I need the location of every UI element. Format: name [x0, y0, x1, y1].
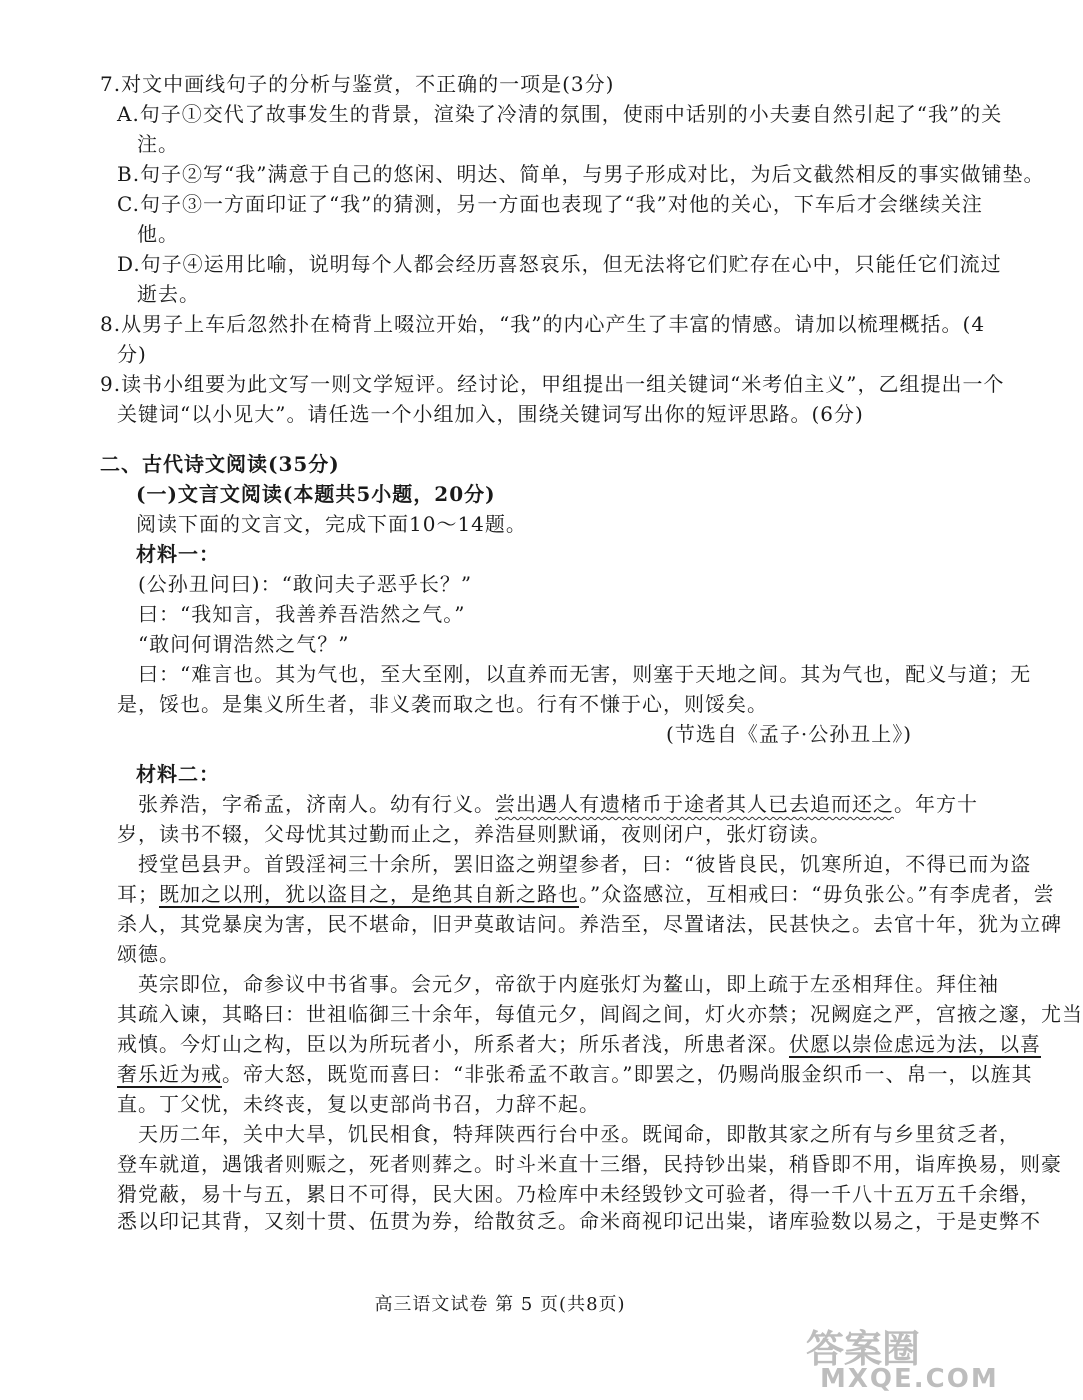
section2-subtitle: (一)文言文阅读(本题共5小题，20分) — [136, 482, 496, 506]
page-footer: 高三语文试卷 第 5 页(共8页) — [374, 1294, 626, 1315]
section2-title: 二、古代诗文阅读(35分) — [100, 452, 340, 476]
q8-line2: 分) — [117, 342, 147, 366]
q7-option-d-cont: 逝去。 — [137, 282, 200, 306]
underlined-sentence: 伏愿以崇俭虑远为法，以喜 — [789, 1032, 1041, 1056]
material1-line: (公孙丑问曰)：“敢问夫子恶乎长？” — [138, 572, 473, 596]
material2-line: 岁，读书不辍，父母忧其过勤而止之，养浩昼则默诵，夜则闭户，张灯窃读。 — [117, 822, 831, 846]
material2-line: 猾党蔽，易十与五，累日不可得，民大困。乃检库中未经毁钞文可验者，得一千八十五万五千余缗， — [117, 1182, 1041, 1206]
text: 。帝大怒，既览而喜曰：“非张希孟不敢言。”即罢之，仍赐尚服金织币一、帛一，以旌其 — [222, 1062, 1033, 1086]
q8-line1: 8.从男子上车后忽然扑在椅背上啜泣开始，“我”的内心产生了丰富的情感。请加以梳理概括。(4 — [100, 312, 986, 336]
text: 耳； — [117, 882, 159, 906]
q7-option-c-cont: 他。 — [137, 222, 179, 246]
q7-stem: 7.对文中画线句子的分析与鉴赏，不正确的一项是(3分) — [100, 72, 615, 96]
material2-label: 材料二： — [136, 762, 220, 786]
material1-source: (节选自《孟子·公孙丑上》) — [666, 722, 912, 746]
material1-line: 曰：“我知言，我善养吾浩然之气。” — [138, 602, 466, 626]
material1-line: 曰：“难言也。其为气也，至大至刚，以直养而无害，则塞于天地之间。其为气也，配义与道；无 — [138, 662, 1032, 686]
material2-line: 天历二年，关中大旱，饥民相食，特拜陕西行台中丞。既闻命，即散其家之所有与乡里贫乏者， — [138, 1122, 1020, 1146]
material2-line: 英宗即位，命参议中书省事。会元夕，帝欲于内庭张灯为鳌山，即上疏于左丞相拜住。拜住袖 — [138, 972, 999, 996]
material2-line: 授堂邑县尹。首毁淫祠三十余所，罢旧盗之朔望参者，曰：“彼皆良民，饥寒所迫，不得已而为盗 — [138, 852, 1032, 876]
q7-option-a-cont: 注。 — [137, 132, 179, 156]
text: 。年方十 — [894, 792, 978, 816]
material1-line: 是，馁也。是集义所生者，非义袭而取之也。行有不慊于心，则馁矣。 — [117, 692, 768, 716]
watermark-logo — [800, 1318, 999, 1398]
watermark-text-bottom: MXQE.COM — [820, 1364, 999, 1394]
material2-line: 杀人，其党暴戾为害，民不堪命，旧尹莫敢诘问。养浩至，尽置诸法，民甚快之。去官十年，犹为立碑 — [117, 912, 1062, 936]
material2-line: 登车就道，遇饿者则赈之，死者则葬之。时斗米直十三缗，民持钞出粜，稍昏即不用，诣库换易，则豪 — [117, 1152, 1062, 1176]
q7-option-a: A.句子①交代了故事发生的背景，渲染了冷清的氛围，使雨中话别的小夫妻自然引起了“我”的关 — [117, 102, 1003, 126]
text: 张养浩，字希孟，济南人。幼有行义。 — [138, 792, 495, 816]
material2-line: 悉以印记其背，又刻十贯、伍贯为券，给散贫乏。命米商视印记出粜，诸库验数以易之，于是吏弊不 — [117, 1209, 1041, 1233]
underlined-sentence: 既加之以刑，犹以盗目之，是绝其自新之路也 — [159, 882, 579, 906]
material2-line: 其疏入谏，其略曰：世祖临御三十余年，每值元夕，闾阎之间，灯火亦禁；况阙庭之严，宫掖之邃，尤当 — [117, 1002, 1083, 1026]
underlined-sentence: 奢乐近为戒 — [117, 1062, 222, 1086]
material1-label: 材料一： — [136, 542, 220, 566]
q7-option-d: D.句子④运用比喻，说明每个人都会经历喜怒哀乐，但无法将它们贮存在心中，只能任它们流过 — [117, 252, 1002, 276]
material1-line: “敢问何谓浩然之气？” — [138, 632, 350, 656]
q9-line1: 9.读书小组要为此文写一则文学短评。经讨论，甲组提出一组关键词“米考伯主义”，乙组提出一个 — [100, 372, 1005, 396]
material2-line: 直。丁父忧，未终丧，复以吏部尚书召，力辞不起。 — [117, 1092, 600, 1116]
q7-option-b: B.句子②写“我”满意于自己的悠闲、明达、简单，与男子形成对比，为后文截然相反的事实做铺垫。 — [117, 162, 1045, 186]
watermark-text-top: 答案圈 — [806, 1327, 921, 1371]
section2-instruction: 阅读下面的文言文，完成下面10～14题。 — [136, 512, 527, 536]
text: 戒慎。今灯山之构，臣以为所玩者小，所系者大；所乐者浅，所患者深。 — [117, 1032, 789, 1056]
q7-option-c: C.句子③一方面印证了“我”的猜测，另一方面也表现了“我”对他的关心，下车后才会继续关注 — [117, 192, 983, 216]
wavy-underlined-sentence: 尝出遇人有遗楮币于途者其人已去追而还之 — [495, 792, 894, 816]
material2-line: 颂德。 — [117, 942, 180, 966]
text: 。”众盗感泣，互相戒曰：“毋负张公。”有李虎者，尝 — [579, 882, 1055, 906]
q9-line2: 关键词“以小见大”。请任选一个小组加入，围绕关键词写出你的短评思路。(6分) — [117, 402, 864, 426]
